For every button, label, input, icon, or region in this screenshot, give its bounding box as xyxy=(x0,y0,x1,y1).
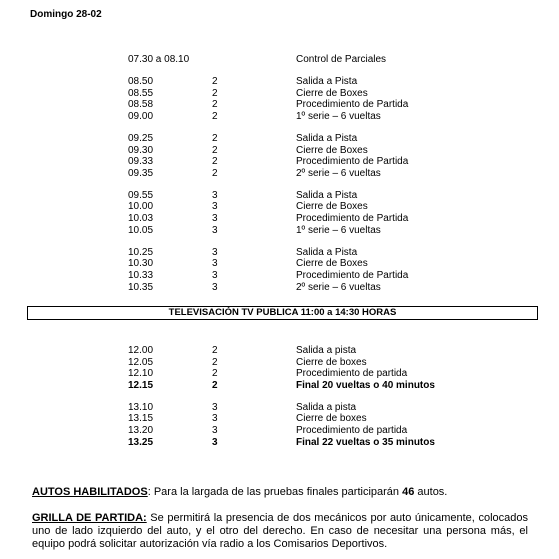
schedule-category: 2 xyxy=(212,132,218,144)
schedule-category: 3 xyxy=(212,269,218,281)
schedule-activity: Cierre de Boxes xyxy=(296,201,368,213)
schedule-category: 2 xyxy=(212,368,218,380)
schedule-activity: Procedimiento de Partida xyxy=(296,269,409,281)
autos-text-after: autos. xyxy=(414,486,448,498)
autos-habilitados-paragraph xyxy=(32,486,528,499)
schedule-activity: Cierre de Boxes xyxy=(296,87,368,99)
schedule-activity: Final 22 vueltas o 35 minutos xyxy=(296,436,435,448)
schedule-group xyxy=(128,76,528,122)
schedule-group xyxy=(128,190,528,236)
schedule-category: 2 xyxy=(212,76,218,88)
schedule-time: 12.10 xyxy=(128,368,154,380)
schedule-category: 3 xyxy=(212,436,218,448)
schedule-category: 2 xyxy=(212,379,218,391)
schedule-activity: Salida a pista xyxy=(296,345,357,356)
schedule-time: 10.33 xyxy=(128,269,154,281)
schedule-activity: Cierre de boxes xyxy=(296,413,367,425)
schedule-time: 13.10 xyxy=(128,401,154,413)
schedule-row xyxy=(128,345,528,357)
autos-count: 46 xyxy=(402,486,415,498)
schedule-time: 08.50 xyxy=(128,76,154,88)
schedule-activity: Procedimiento de Partida xyxy=(296,213,409,225)
schedule-row xyxy=(128,225,528,237)
schedule-time: 13.25 xyxy=(128,436,154,448)
schedule-activity: Procedimiento de partida xyxy=(296,368,408,380)
schedule-time: 13.15 xyxy=(128,413,154,425)
schedule-activity: Cierre de Boxes xyxy=(296,144,368,156)
schedule-time: 10.30 xyxy=(128,258,154,270)
schedule-row xyxy=(128,368,528,380)
schedule-row xyxy=(128,156,528,168)
schedule-row xyxy=(128,133,528,145)
autos-heading: AUTOS HABILITADOS xyxy=(32,486,148,498)
schedule-row xyxy=(128,145,528,157)
schedule-group xyxy=(128,133,528,179)
schedule-row xyxy=(128,201,528,213)
schedule-activity: Salida a pista xyxy=(296,401,357,413)
schedule-category: 3 xyxy=(212,401,218,413)
grilla-text: Se permitirá la presencia de dos mecánicos por auto únicamente, colocados uno de lado izquierdo del auto, y el otro del derecho. En caso de necesitar una persona más, el equipo podrá solicitar autorización vía radio a los Comisarios Deportivos. xyxy=(32,512,528,550)
schedule-activity: Salida a Pista xyxy=(296,189,358,201)
schedule-category: 2 xyxy=(212,110,218,122)
schedule-time: 13.20 xyxy=(128,425,154,437)
schedule-activity: Procedimiento de Partida xyxy=(296,156,409,168)
schedule-time: 08.55 xyxy=(128,87,154,99)
schedule-time: 09.33 xyxy=(128,156,154,168)
schedule-time: 09.30 xyxy=(128,144,154,156)
schedule-finals xyxy=(128,345,528,448)
schedule-row xyxy=(128,380,528,392)
schedule-category: 2 xyxy=(212,144,218,156)
autos-text-before: : Para la largada de las pruebas finales participarán xyxy=(147,486,403,498)
schedule-group xyxy=(128,345,528,391)
schedule-category: 2 xyxy=(212,87,218,99)
schedule-category: 3 xyxy=(212,213,218,225)
schedule-group xyxy=(128,247,528,293)
schedule-activity: 2º serie – 6 vueltas xyxy=(296,281,381,293)
schedule-activity: Salida a Pista xyxy=(296,132,358,144)
schedule-row xyxy=(128,99,528,111)
schedule-row xyxy=(128,88,528,100)
schedule-activity: Cierre de Boxes xyxy=(296,258,368,270)
schedule-category: 3 xyxy=(212,413,218,425)
schedule-row xyxy=(128,168,528,180)
schedule-group xyxy=(128,54,528,66)
schedule-row xyxy=(128,213,528,225)
schedule-category: 3 xyxy=(212,189,218,201)
schedule-row xyxy=(128,76,528,88)
schedule-category: 3 xyxy=(212,201,218,213)
schedule-activity: Procedimiento de partida xyxy=(296,425,408,437)
tv-banner: TELEVISACIÓN TV PUBLICA 11:00 a 14:30 HORAS xyxy=(27,306,538,320)
schedule-time: 12.15 xyxy=(128,379,154,391)
schedule-category: 2 xyxy=(212,356,218,368)
schedule-category: 2 xyxy=(212,99,218,111)
schedule-time: 10.03 xyxy=(128,213,154,225)
schedule-activity: 1º serie – 6 vueltas xyxy=(296,110,381,122)
schedule-row xyxy=(128,247,528,259)
schedule-row xyxy=(128,111,528,123)
grilla-heading: GRILLA DE PARTIDA: xyxy=(32,512,147,524)
schedule-row xyxy=(128,413,528,425)
schedule-category: 2 xyxy=(212,167,218,179)
schedule-time: 10.05 xyxy=(128,224,154,236)
schedule-activity: Control de Parciales xyxy=(296,54,387,65)
schedule-activity: Salida a Pista xyxy=(296,76,358,88)
schedule-time: 08.58 xyxy=(128,99,154,111)
schedule-row xyxy=(128,437,528,449)
schedule-row xyxy=(128,402,528,414)
schedule-activity: Salida a Pista xyxy=(296,246,358,258)
schedule-row xyxy=(128,282,528,294)
schedule-time: 09.25 xyxy=(128,132,154,144)
schedule-time: 09.00 xyxy=(128,110,154,122)
schedule-category: 3 xyxy=(212,425,218,437)
schedule-time: 12.00 xyxy=(128,345,154,356)
schedule-category: 3 xyxy=(212,258,218,270)
schedule-time: 10.00 xyxy=(128,201,154,213)
schedule-row xyxy=(128,54,528,66)
schedule-time: 10.35 xyxy=(128,281,154,293)
schedule-category: 3 xyxy=(212,281,218,293)
schedule-activity: 2º serie – 6 vueltas xyxy=(296,167,381,179)
schedule-activity: Cierre de boxes xyxy=(296,356,367,368)
schedule-row xyxy=(128,190,528,202)
schedule-activity: 1º serie – 6 vueltas xyxy=(296,224,381,236)
page-title: Domingo 28-02 xyxy=(30,9,102,20)
schedule-row xyxy=(128,357,528,369)
schedule-activity: Final 20 vueltas o 40 minutos xyxy=(296,379,435,391)
schedule-category: 2 xyxy=(212,156,218,168)
schedule-time: 09.35 xyxy=(128,167,154,179)
schedule-row xyxy=(128,270,528,282)
schedule-morning xyxy=(128,54,528,293)
schedule-time: 07.30 a 08.10 xyxy=(128,54,190,65)
schedule-time: 12.05 xyxy=(128,356,154,368)
grilla-partida-paragraph xyxy=(32,512,528,551)
schedule-category: 2 xyxy=(212,345,218,356)
schedule-row xyxy=(128,258,528,270)
schedule-row xyxy=(128,425,528,437)
schedule-category: 3 xyxy=(212,246,218,258)
schedule-category: 3 xyxy=(212,224,218,236)
schedule-group xyxy=(128,402,528,448)
schedule-time: 10.25 xyxy=(128,246,154,258)
schedule-time: 09.55 xyxy=(128,189,154,201)
schedule-activity: Procedimiento de Partida xyxy=(296,99,409,111)
